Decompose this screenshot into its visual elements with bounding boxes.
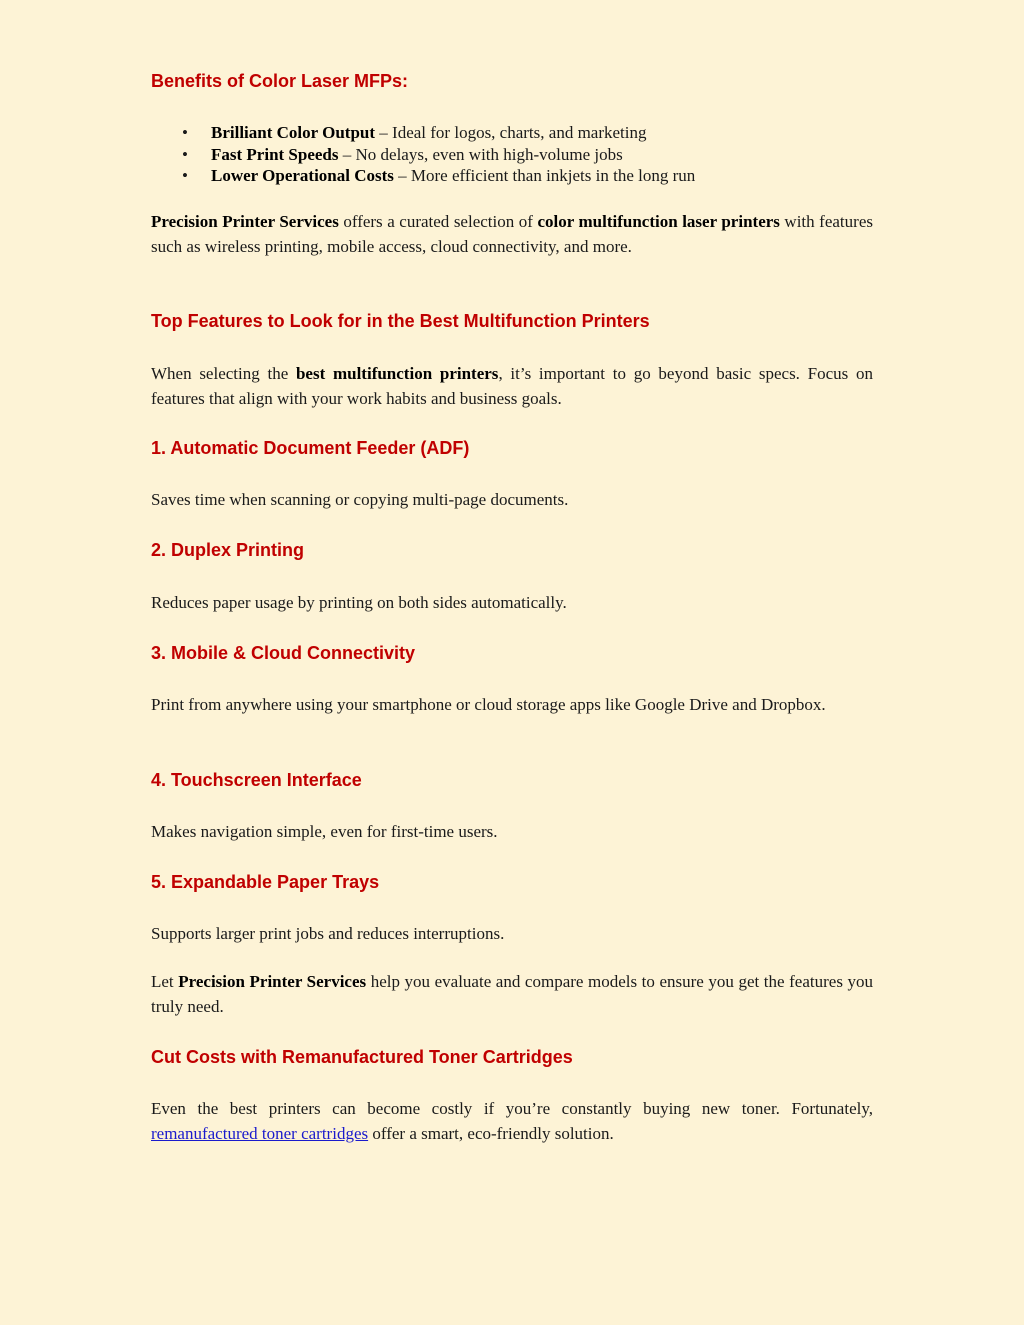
feature-desc-adf: Saves time when scanning or copying multi-page documents. [151,490,569,509]
list-item [151,165,695,187]
toner-paragraph [151,1096,873,1146]
feature-desc-paper-trays: Supports larger print jobs and reduces interruptions. [151,924,505,943]
intro-paragraph [151,209,873,259]
bullet-icon: • [182,144,188,164]
feature-heading-connectivity: 3. Mobile & Cloud Connectivity [151,643,416,663]
benefits-list [151,122,695,187]
intro-text: with features such as wireless printing, mobile access, cloud connectivity, and more. [151,212,873,256]
benefit-text: – Ideal for logos, charts, and marketing [375,123,647,142]
feature-desc-touchscreen: Makes navigation simple, even for first-time users. [151,822,498,841]
toner-heading: Cut Costs with Remanufactured Toner Cartridges [151,1047,573,1067]
cta-text: help you evaluate and compare models to ensure you get the features you truly need. [151,972,874,1016]
benefit-title: Lower Operational Costs [211,166,394,185]
top-features-heading: Top Features to Look for in the Best Multifunction Printers [151,311,650,331]
list-item [151,144,695,166]
cta-paragraph [151,969,873,1019]
benefits-heading: Benefits of Color Laser MFPs: [151,71,409,91]
benefit-title: Fast Print Speeds [211,144,339,164]
feature-heading-duplex: 2. Duplex Printing [151,540,305,560]
toner-text: offer a smart, eco-friendly solution. [368,1124,614,1143]
product-term: color multifunction laser printers [537,212,780,231]
key-term: best multifunction printers [295,364,499,383]
cta-text: Let [151,972,179,991]
feature-desc-connectivity: Print from anywhere using your smartphone or cloud storage apps like Google Drive and Dropbox. [151,695,826,714]
feature-heading-paper-trays: 5. Expandable Paper Trays [151,872,380,892]
top-features-text: , it’s important to go beyond basic specs. Focus on features that align with your work habits and business goals. [151,364,874,408]
brand-name: Precision Printer Services [178,972,367,991]
top-features-text: When selecting the [151,364,296,383]
intro-text: offers a curated selection of [338,212,538,231]
feature-heading-touchscreen: 4. Touchscreen Interface [151,770,362,790]
feature-heading-adf: 1. Automatic Document Feeder (ADF) [151,438,470,458]
benefit-title: Brilliant Color Output [211,123,376,142]
brand-name: Precision Printer Services [151,212,339,231]
feature-desc-duplex: Reduces paper usage by printing on both sides automatically. [151,593,567,612]
toner-text: Even the best printers can become costly if you’re constantly buying new toner. Fortunately, [151,1099,873,1118]
top-features-paragraph [151,361,873,411]
toner-cartridges-link[interactable]: remanufactured toner cartridges [151,1124,369,1143]
bullet-icon: • [182,166,188,185]
bullet-icon: • [182,123,188,142]
list-item [151,122,695,144]
benefit-text: – No delays, even with high-volume jobs [338,144,623,164]
benefit-text: – More efficient than inkjets in the long run [393,166,696,185]
